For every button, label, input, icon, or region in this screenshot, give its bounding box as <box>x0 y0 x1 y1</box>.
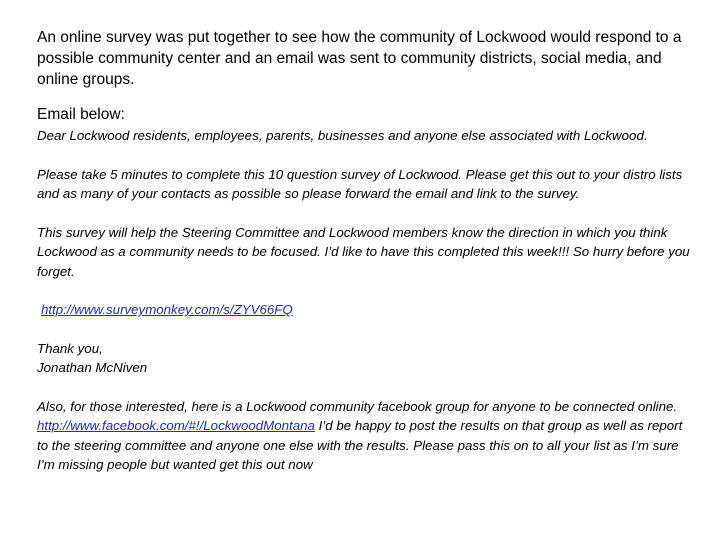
email-request-paragraph: Please take 5 minutes to complete this 10 question survey of Lockwood. Please get this out to your distro lists and as many of your contacts as possible so please forward the email and link to the survey. <box>37 166 683 201</box>
survey-link[interactable]: http://www.surveymonkey.com/s/ZYV66FQ <box>41 302 293 317</box>
intro-paragraph: An online survey was put together to see how the community of Lockwood would respond to a possible community center and an email was sent to community districts, social media, and online groups. <box>37 29 682 88</box>
email-thanks: Thank you, <box>37 340 103 356</box>
email-purpose-paragraph: This survey will help the Steering Committee and Lockwood members know the direction in which you think Lockwood as a community needs to be focused. I’d like to have this completed this week!!! So hurry before you forget. <box>37 224 690 279</box>
postscript-text-before: Also, for those interested, here is a Lockwood community facebook group for anyone to be connected online. <box>37 398 678 414</box>
email-heading: Email below: <box>37 106 125 123</box>
email-postscript <box>37 397 697 475</box>
email-body <box>37 126 697 475</box>
document-page <box>37 27 697 475</box>
facebook-group-link[interactable]: http://www.facebook.com/#!/LockwoodMontana <box>37 418 315 433</box>
email-greeting: Dear Lockwood residents, employees, parents, businesses and anyone else associated with Lockwood. <box>37 128 648 143</box>
postscript-text-after: I’d be happy to post the results on that group as well as report to the steering committee and anyone one else with the results. Please pass this on to all your list as I’m sure I’m missing people but wanted get this out now <box>37 418 683 472</box>
email-signature: Jonathan McNiven <box>37 360 148 375</box>
survey-link-paragraph <box>41 300 697 320</box>
